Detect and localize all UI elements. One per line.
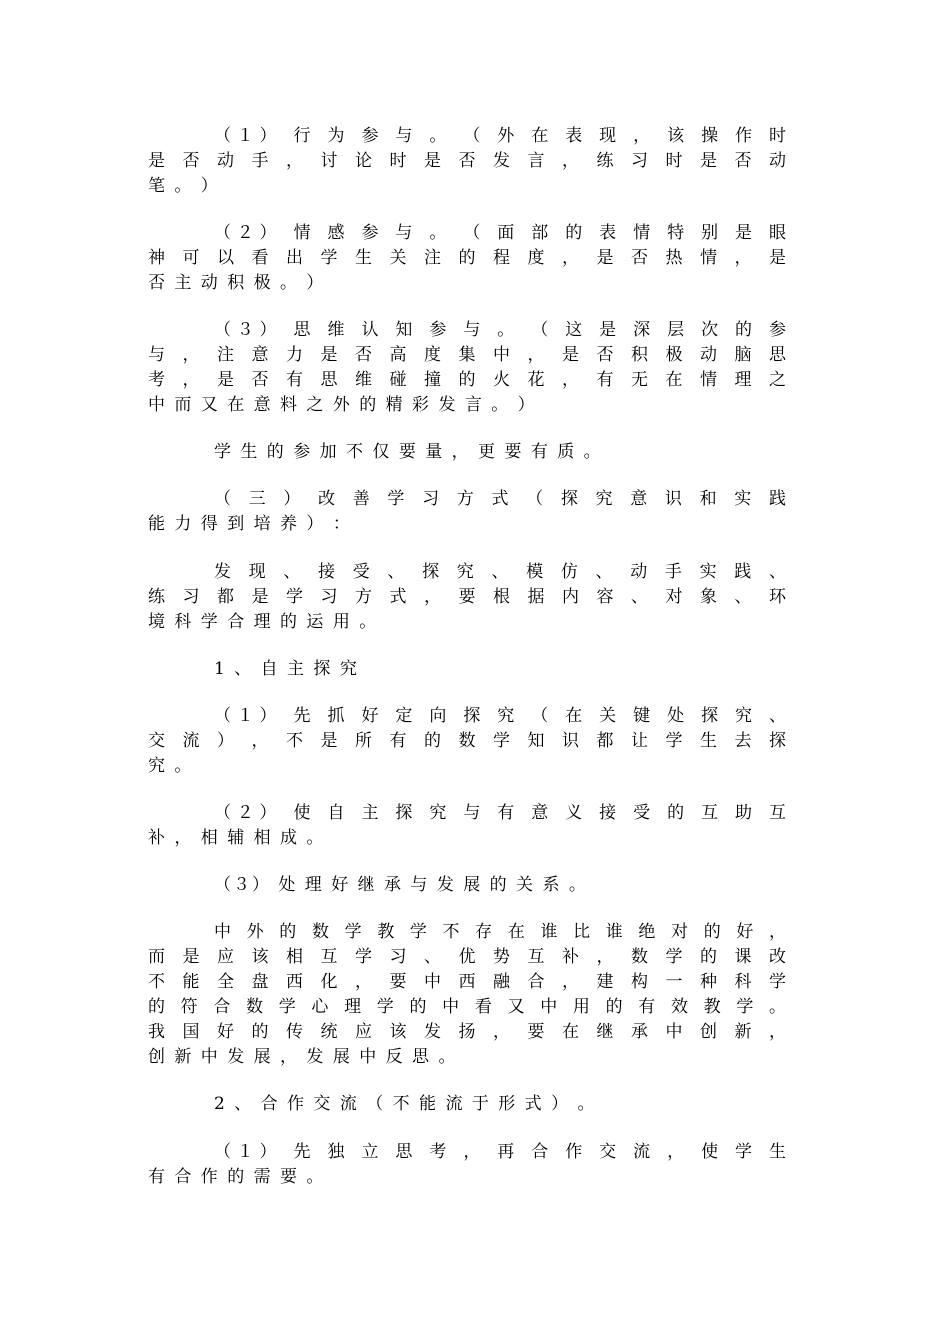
- text-line: 我 国 好 的 传 统 应 该 发 扬 ， 要 在 继 承 中 创 新 ，: [148, 1022, 788, 1042]
- text-line: 发 现 、 接 受 、 探 究 、 模 仿 、 动 手 实 践 、: [214, 562, 788, 582]
- subsection-heading: 1 、 自 主 探 究: [214, 659, 359, 679]
- text-line: 中 外 的 数 学 教 学 不 存 在 谁 比 谁 绝 对 的 好 ，: [214, 922, 788, 942]
- text-line: 否 主 动 积 极 。 ）: [148, 273, 326, 293]
- text-line: 的 符 合 数 学 心 理 学 的 中 看 又 中 用 的 有 效 教 学 。: [148, 997, 788, 1017]
- text-line: 创 新 中 发 展 ， 发 展 中 反 思 。: [148, 1047, 458, 1067]
- text-line: （２） 情 感 参 与 。 （ 面 部 的 表 情 特 别 是 眼: [214, 223, 788, 243]
- text-line: 与 ， 注 意 力 是 否 高 度 集 中 ， 是 否 积 极 动 脑 思: [148, 345, 788, 365]
- section-heading: （ 三 ） 改 善 学 习 方 式 （ 探 究 意 识 和 实 践: [214, 489, 788, 509]
- text-line: （１） 先 独 立 思 考 ， 再 合 作 交 流 ， 使 学 生: [214, 1142, 788, 1162]
- text-line: （１） 先 抓 好 定 向 探 究 （ 在 关 键 处 探 究 、: [214, 706, 788, 726]
- text-line: 境 科 学 合 理 的 运 用 。: [148, 612, 379, 632]
- text-line: （３） 处 理 好 继 承 与 发 展 的 关 系 。: [214, 875, 588, 895]
- text-line: 笔 。 ）: [148, 176, 220, 196]
- text-line: 不 能 全 盘 西 化 ， 要 中 西 融 合 ， 建 构 一 种 科 学: [148, 972, 788, 992]
- text-line: 神 可 以 看 出 学 生 关 注 的 程 度 ， 是 否 热 情 ， 是: [148, 248, 788, 268]
- text-line: 是 否 动 手 ， 讨 论 时 是 否 发 言 ， 练 习 时 是 否 动: [148, 151, 788, 171]
- text-line: （１） 行 为 参 与 。 （ 外 在 表 现 ， 该 操 作 时: [214, 126, 788, 146]
- text-line: 而 是 应 该 相 互 学 习 、 优 势 互 补 ， 数 学 的 课 改: [148, 947, 788, 967]
- text-line: 中 而 又 在 意 料 之 外 的 精 彩 发 言 。 ）: [148, 395, 537, 415]
- text-line: 练 习 都 是 学 习 方 式 ， 要 根 据 内 容 、 对 象 、 环: [148, 587, 788, 607]
- text-line: 有 合 作 的 需 要 。: [148, 1167, 326, 1187]
- text-line: 究 。: [148, 756, 194, 776]
- text-line: 考 ， 是 否 有 思 维 碰 撞 的 火 花 ， 有 无 在 情 理 之: [148, 370, 788, 390]
- text-line: 能 力 得 到 培 养 ） ：: [148, 514, 352, 534]
- text-line: 学 生 的 参 加 不 仅 要 量 ， 更 要 有 质 。: [214, 442, 603, 462]
- text-line: 交 流 ） ， 不 是 所 有 的 数 学 知 识 都 让 学 生 去 探: [148, 731, 788, 751]
- text-line: 补 ， 相 辅 相 成 。: [148, 828, 326, 848]
- text-line: （２） 使 自 主 探 究 与 有 意 义 接 受 的 互 助 互: [214, 803, 788, 823]
- text-line: （３） 思 维 认 知 参 与 。 （ 这 是 深 层 次 的 参: [214, 320, 788, 340]
- subsection-heading: 2 、 合 作 交 流 （ 不 能 流 于 形 式 ） 。: [214, 1094, 597, 1114]
